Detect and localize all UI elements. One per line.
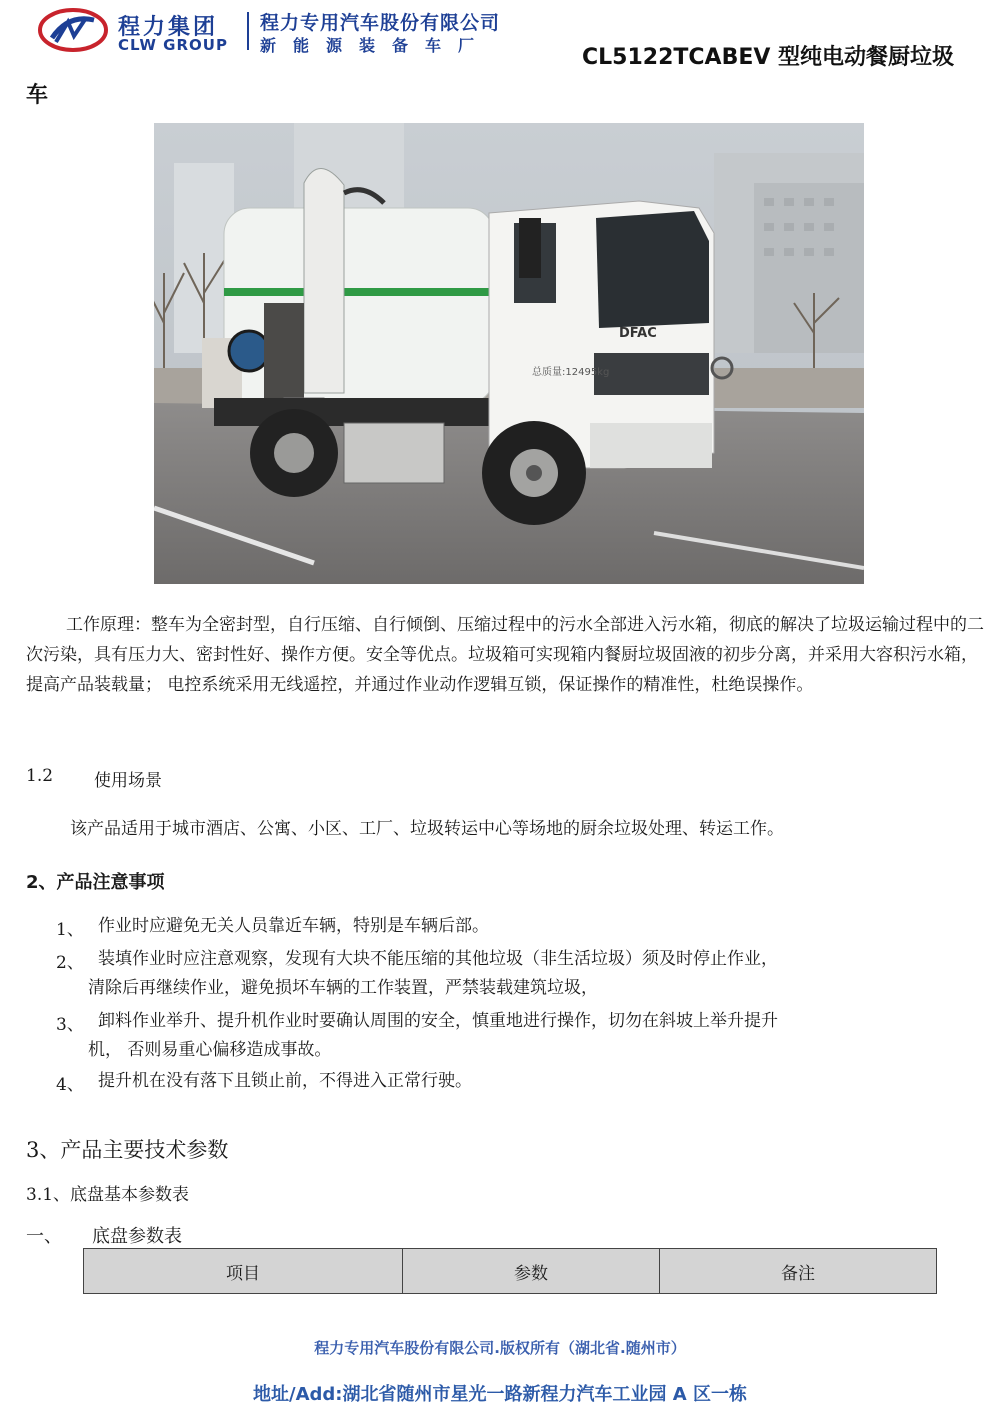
note-4-line-1: 提升机在没有落下且锁止前，不得进入正常行驶。 [98, 1071, 472, 1091]
footer-copyright: 程力专用汽车股份有限公司.版权所有（湖北省.随州市） [314, 1339, 686, 1357]
footer-address: 地址/Add:湖北省随州市星光一路新程力汽车工业园 A 区一栋 [253, 1384, 747, 1405]
note-3-line-2: 机， 否则易重心偏移造成事故。 [88, 1040, 332, 1060]
note-2-number: 2、 [56, 953, 84, 973]
truck-badge: DFAC [619, 326, 657, 341]
usage-scenario-text: 该产品适用于城市酒店、公寓、小区、工厂、垃圾转运中心等场地的厨余垃圾处理、转运工作。 [70, 819, 784, 839]
note-1-line-1: 作业时应避免无关人员靠近车辆，特别是车辆后部。 [98, 916, 489, 936]
chassis-parameter-table [83, 1248, 937, 1294]
gross-mass-label: 总质量:12495kg [532, 367, 610, 378]
note-1-number: 1、 [56, 920, 84, 940]
table-header-remarks: 备注 [660, 1249, 937, 1294]
company-subtitle: 新能源装备车厂 [260, 36, 492, 55]
section-3-title: 3、产品主要技术参数 [26, 1138, 229, 1162]
document-title-continued: 车 [26, 83, 49, 108]
brand-name-en: CLW GROUP [118, 36, 228, 54]
truck-photo [154, 123, 864, 584]
section-1-2-title: 使用场景 [94, 771, 162, 791]
section-2-title: 2、产品注意事项 [26, 872, 165, 893]
note-2-line-1: 装填作业时应注意观察，发现有大块不能压缩的其他垃圾（非生活垃圾）须及时停止作业， [98, 949, 778, 969]
table-header-row [84, 1249, 937, 1294]
company-name: 程力专用汽车股份有限公司 [260, 12, 501, 34]
table-section-number: 一、 [26, 1226, 62, 1247]
table-section-title: 底盘参数表 [92, 1226, 182, 1247]
note-2-line-2: 清除后再继续作业，避免损坏车辆的工作装置，严禁装载建筑垃圾， [88, 978, 598, 998]
document-title: CL5122TCABEV 型纯电动餐厨垃圾 [582, 45, 955, 70]
note-3-number: 3、 [56, 1015, 84, 1035]
clw-logo-icon [38, 8, 108, 52]
table-header-item: 项目 [84, 1249, 403, 1294]
section-1-2-number: 1.2 [26, 766, 54, 786]
brand-name-cn: 程力集团 [118, 15, 219, 40]
working-principle-paragraph [26, 610, 992, 700]
working-principle-text: 工作原理：整车为全密封型，自行压缩、自行倾倒、压缩过程中的污水全部进入污水箱，彻底的解决了垃圾运输过程中的二次污染，具有压力大、密封性好、操作方便。安全等优点。垃圾箱可实现箱内餐厨垃圾固液的初步分离，并采用大容积污水箱，提高产品装载量； 电控系统采用无线遥控，并通过作业动作逻辑互锁，保证操作的精准性，杜绝误操作。 [26, 615, 984, 695]
note-4-number: 4、 [56, 1075, 84, 1095]
section-3-1-title: 3.1、底盘基本参数表 [26, 1185, 190, 1205]
note-3-line-1: 卸料作业举升、提升机作业时要确认周围的安全，慎重地进行操作，切勿在斜坡上举升提升 [98, 1011, 778, 1031]
table-header-parameter: 参数 [403, 1249, 660, 1294]
header-divider [247, 12, 249, 50]
